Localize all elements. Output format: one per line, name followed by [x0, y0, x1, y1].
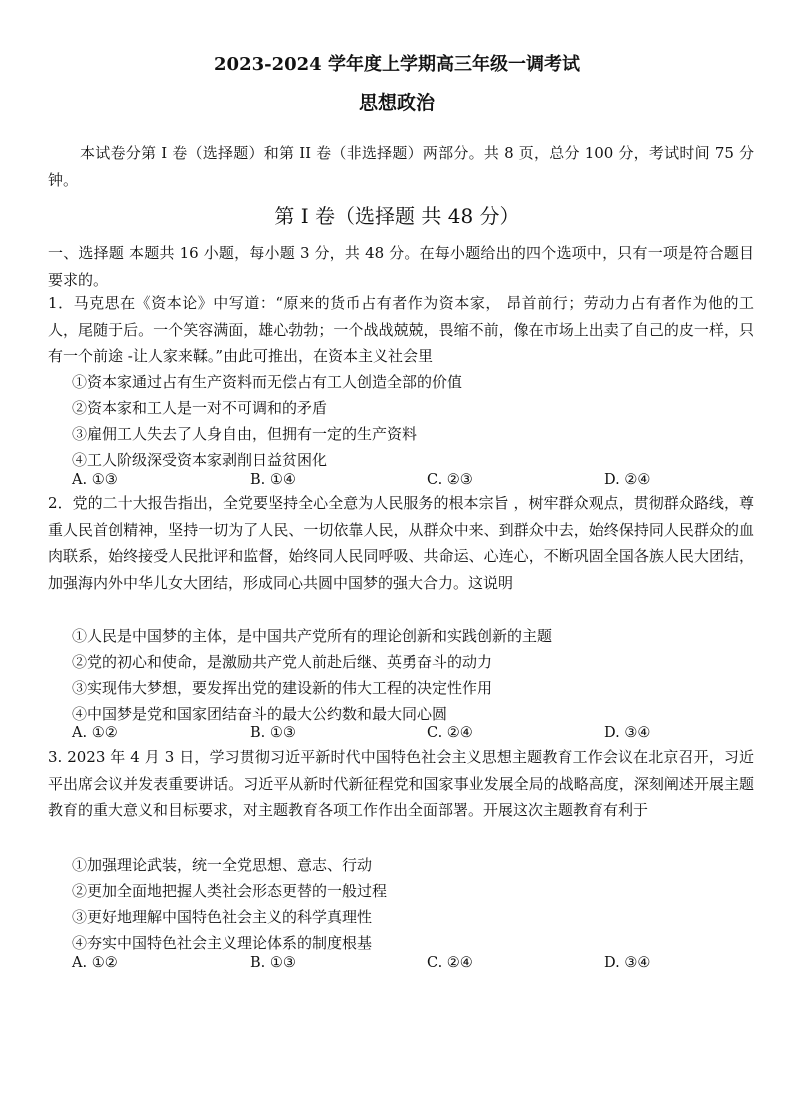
question-1-answer-b[interactable]: B. ①④ [250, 472, 296, 488]
question-3-answer-c[interactable]: C. ②④ [427, 955, 473, 971]
exam-title: 2023-2024 学年度上学期高三年级一调考试 [214, 54, 580, 75]
question-3-option-4: ④夯实中国特色社会主义理论体系的制度根基 [72, 934, 373, 952]
question-3-answer-a[interactable]: A. ①② [72, 955, 118, 971]
question-1-option-3: ③雇佣工人失去了人身自由，但拥有一定的生产资料 [72, 425, 418, 443]
question-3-stem: 3. 2023 年 4 月 3 日，学习贯彻习近平新时代中国特色社会主义思想主题教育工作会议在北京召开，习近平出席会议并发表重要讲话。习近平从新时代新征程党和国家事业发展全局的战略高度，深刻阐述开展主题教育的重大意义和目标要求，对主题教育各项工作作出全面部署。开展这次主题教育有利于 [48, 748, 754, 819]
question-3-answer-b[interactable]: B. ①③ [250, 955, 296, 971]
subject-title: 思想政治 [358, 92, 435, 114]
question-2-answer-d[interactable]: D. ③④ [604, 725, 651, 741]
question-3-option-3: ③更好地理解中国特色社会主义的科学真理性 [72, 908, 373, 926]
question-2-option-1: ①人民是中国梦的主体，是中国共产党所有的理论创新和实践创新的主题 [72, 627, 553, 645]
question-3-answer-d[interactable]: D. ③④ [604, 955, 651, 971]
question-2-answer-c[interactable]: C. ②④ [427, 725, 473, 741]
question-2-option-3: ③实现伟大梦想，要发挥出党的建设新的伟大工程的决定性作用 [72, 679, 493, 697]
section-instructions: 一、选择题 本题共 16 小题，每小题 3 分，共 48 分。在每小题给出的四个选项中，只有一项是符合题目要求的。 [48, 244, 754, 289]
question-3-option-1: ①加强理论武装，统一全党思想、意志、行动 [72, 856, 373, 874]
question-2-answer-a[interactable]: A. ①② [72, 725, 118, 741]
question-2-answer-b[interactable]: B. ①③ [250, 725, 296, 741]
question-1-answer-c[interactable]: C. ②③ [427, 472, 473, 488]
question-2-stem: 2．党的二十大报告指出，全党要坚持全心全意为人民服务的根本宗旨 ，树牢群众观点，贯彻群众路线，尊重人民首创精神，坚持一切为了人民、一切依靠人民，从群众中来、到群众中去，始终保持同人民群众的血肉联系，始终接受人民批评和监督，始终同人民同呼吸、共命运、心连心，不断巩固全国各族人民大团结，加强海内外中华儿女大团结，形成同心共圆中国梦的强大合力。这说明 [48, 494, 754, 592]
question-1-answer-a[interactable]: A. ①③ [72, 472, 118, 488]
question-1-stem: 1．马克思在《资本论》中写道：“原来的货币占有者作为资本家， 昂首前行；劳动力占有者作为他的工人，尾随于后。一个笑容满面，雄心勃勃；一个战战兢兢，畏缩不前，像在市场上出卖了自己的皮一样，只有一个前途 -让人家来鞣。”由此可推出，在资本主义社会里 [48, 294, 754, 365]
section-title: 第 I 卷（选择题 共 48 分） [274, 204, 520, 228]
question-2-option-4: ④中国梦是党和国家团结奋斗的最大公约数和最大同心圆 [72, 705, 448, 723]
question-2-option-2: ②党的初心和使命，是激励共产党人前赴后继、英勇奋斗的动力 [72, 653, 493, 671]
question-3-option-2: ②更加全面地把握人类社会形态更替的一般过程 [72, 882, 388, 900]
question-1-option-4: ④工人阶级深受资本家剥削日益贫困化 [72, 451, 328, 469]
question-1-option-1: ①资本家通过占有生产资料而无偿占有工人创造全部的价值 [72, 373, 463, 391]
question-1-answer-d[interactable]: D. ②④ [604, 472, 651, 488]
intro-text: 本试卷分第 I 卷（选择题）和第 II 卷（非选择题）两部分。共 8 页，总分 100 分，考试时间 75 分钟。 [48, 144, 754, 189]
question-1-option-2: ②资本家和工人是一对不可调和的矛盾 [72, 399, 328, 417]
